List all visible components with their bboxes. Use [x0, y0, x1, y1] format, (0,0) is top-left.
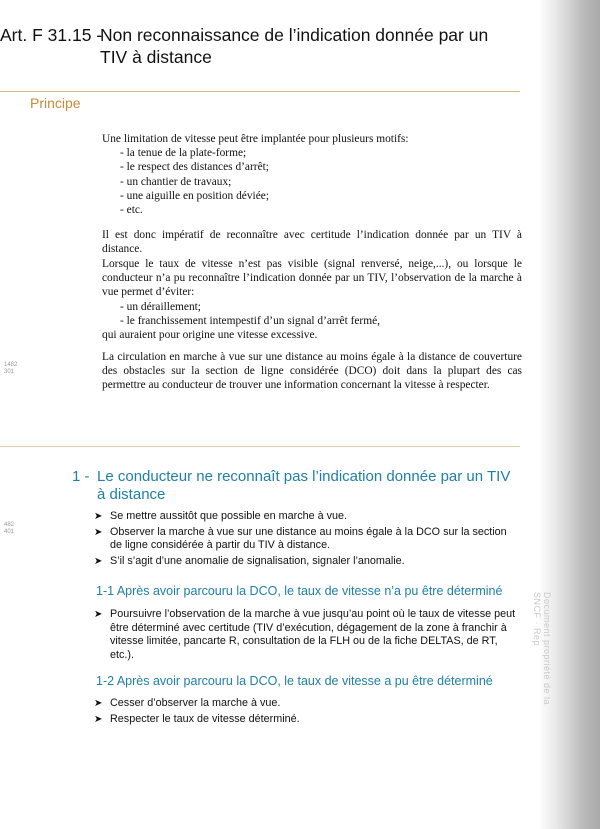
- arrow-bullet-icon: ➤: [94, 609, 103, 620]
- motif-item: - la tenue de la plate-forme;: [120, 147, 247, 160]
- eviter-item: - le franchissement intempestif d’un signal d’arrêt fermé,: [120, 314, 380, 327]
- principe-intro: Une limitation de vitesse peut être implantée pour plusieurs motifs:: [102, 133, 409, 145]
- margin-note-line: 1482: [4, 362, 18, 368]
- section-1-number: 1 -: [72, 468, 90, 485]
- list-item: [94, 697, 518, 711]
- list-item-text: Observer la marche à vue sur une distance au moins égale à la DCO sur la section de ligne considérée à partir du TIV à distance.: [110, 525, 507, 551]
- subsection-1-2-list: [94, 697, 518, 728]
- arrow-bullet-icon: ➤: [94, 511, 103, 522]
- list-item: [94, 713, 518, 727]
- arrow-bullet-icon: ➤: [94, 698, 103, 709]
- section-divider: [0, 446, 520, 447]
- principe-paragraph-3-block: [102, 257, 522, 342]
- motif-item: - une aiguille en position déviée;: [120, 189, 269, 202]
- list-item: [94, 526, 518, 553]
- margin-note: [4, 522, 14, 536]
- list-item-text: Se mettre aussitôt que possible en marche à vue.: [110, 510, 348, 522]
- section-1-list: [94, 510, 518, 570]
- list-item-text: Poursuivre l’observation de la marche à vue jusqu’au point où le taux de vitesse peut être déterminé avec certitude (TIV d’exécution, dégagement de la zone à franchir à vitesse limitée, pancarte R, consultation de la FLH ou de la fiche DELTAS, de RT, etc.).: [110, 608, 516, 661]
- list-item-text: S’il s’agit d’une anomalie de signalisation, signaler l’anomalie.: [110, 554, 405, 567]
- margin-note-line: 482: [4, 522, 15, 528]
- arrow-bullet-icon: ➤: [94, 713, 103, 725]
- article-number: Art. F 31.15 -: [0, 25, 103, 45]
- list-item: [94, 608, 518, 662]
- motif-item: - un chantier de travaux;: [120, 175, 232, 188]
- principe-paragraph-3: Lorsque le taux de vitesse n’est pas visible (signal renversé, neige,...), ou lorsque le conducteur n’a pu reconnaître l’indication donnée par un TIV, l’observation de la marche à vue permet d’éviter:: [102, 258, 522, 299]
- section-1-title: Le conducteur ne reconnaît pas l’indication donnée par un TIV à distance: [97, 468, 511, 503]
- principe-paragraph-3-end: qui auraient pour origine une vitesse excessive.: [102, 329, 318, 342]
- subsection-1-2-title: 1-2 Après avoir parcouru la DCO, le taux de vitesse a pu être déterminé: [96, 674, 493, 688]
- motif-item: - etc.: [120, 204, 143, 217]
- list-item-text: Cesser d’observer la marche à vue.: [110, 697, 281, 709]
- arrow-bullet-icon: ➤: [94, 555, 103, 567]
- principe-heading: Principe: [30, 95, 81, 111]
- eviter-item: - un déraillement;: [120, 300, 201, 313]
- margin-note-line: 401: [4, 529, 15, 535]
- header-divider: [0, 91, 520, 92]
- subsection-1-1-title: 1-1 Après avoir parcouru la DCO, le taux de vitesse n’a pu être déterminé: [96, 584, 503, 598]
- principe-intro-block: [102, 132, 522, 217]
- list-item: [94, 510, 518, 524]
- principe-paragraph-4: La circulation en marche à vue sur une distance au moins égale à la distance de couverture des obstacles sur la section de ligne considérée (DCO) doit dans la plupart des cas permettre au conducteur de trouver une information concernant la vitesse à respecter.: [102, 351, 522, 392]
- margin-note: [4, 362, 17, 376]
- principe-paragraph-2: Il est donc impératif de reconnaître avec certitude l’indication donnée par un TIV à distance.: [102, 229, 522, 256]
- article-title: Non reconnaissance de l’indication donnée par un TIV à distance: [100, 25, 489, 67]
- list-item-text: Respecter le taux de vitesse déterminé.: [110, 712, 300, 725]
- side-watermark: Document propriété de la SNCF · Rep: [532, 592, 552, 706]
- arrow-bullet-icon: ➤: [94, 526, 103, 538]
- margin-note-line: 301: [4, 369, 15, 375]
- motif-item: - le respect des distances d’arrêt;: [120, 161, 269, 174]
- subsection-1-1-list: [94, 608, 518, 664]
- list-item: [94, 555, 518, 569]
